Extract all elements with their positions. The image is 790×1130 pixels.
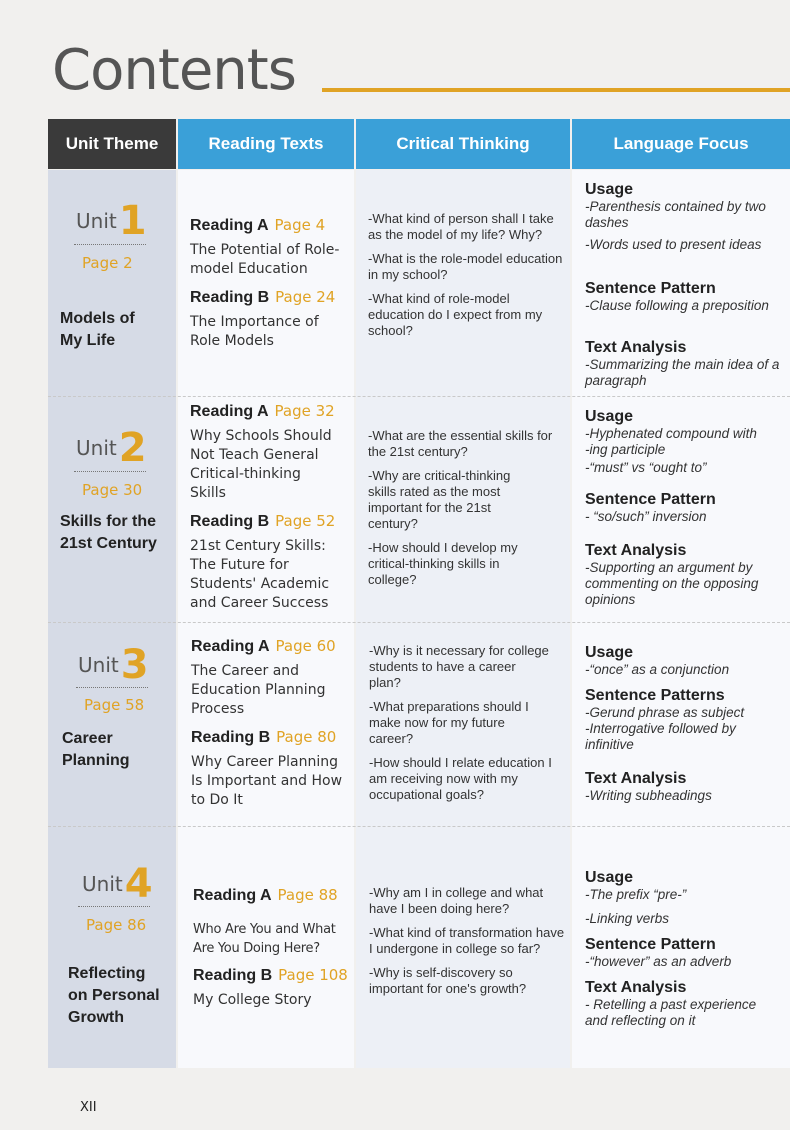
language-focus-heading: Text Analysis <box>585 542 687 559</box>
unit-word: Unit <box>76 436 117 460</box>
language-focus-item: -Clause following a preposition <box>585 298 769 313</box>
reading-label: Reading A <box>193 887 272 904</box>
unit-number: 4 <box>124 861 153 907</box>
reading-a-heading <box>193 886 338 905</box>
language-focus-item: -Hyphenated compound with -ing participle <box>585 426 757 457</box>
critical-thinking-list <box>368 211 564 347</box>
unit-label <box>76 425 147 471</box>
critical-thinking-question: -What preparations should I make now for my future career? <box>369 699 529 746</box>
unit-number: 1 <box>118 198 147 244</box>
reading-page: Page 52 <box>275 512 336 530</box>
reading-title: The Potential of Role-model Education <box>190 242 340 277</box>
critical-thinking-list <box>369 643 565 811</box>
critical-thinking-list <box>368 428 564 596</box>
language-focus-heading: Sentence Pattern <box>585 280 716 297</box>
language-focus-sentence-pattern <box>585 935 785 970</box>
language-focus-usage <box>585 407 785 476</box>
unit-number: 2 <box>118 425 147 471</box>
header-critical-thinking: Critical Thinking <box>356 119 570 169</box>
language-focus-item: -Words used to present ideas <box>585 237 762 252</box>
unit-word: Unit <box>76 209 117 233</box>
language-focus-text-analysis <box>585 541 785 608</box>
language-focus-item: - Retelling a past experience and reflecting on it <box>585 997 757 1028</box>
language-focus-usage <box>585 180 785 253</box>
reading-b-heading <box>191 728 336 747</box>
language-focus-text-analysis <box>585 978 785 1029</box>
language-focus-item: -Interrogative followed by infinitive <box>585 721 736 752</box>
language-focus-usage <box>585 643 785 678</box>
page-number: XII <box>80 1100 97 1115</box>
unit-number: 3 <box>120 642 149 688</box>
language-focus-text-analysis <box>585 769 785 804</box>
reading-label: Reading B <box>190 513 270 530</box>
unit-divider <box>74 471 146 472</box>
language-focus-item: -“must” vs “ought to” <box>585 460 707 475</box>
language-focus-heading: Sentence Pattern <box>585 491 716 508</box>
critical-thinking-question: -What kind of person shall I take as the model of my life? Why? <box>368 211 554 242</box>
language-focus-item: -“once” as a conjunction <box>585 662 730 677</box>
page-title: Contents <box>52 38 296 103</box>
reading-page: Page 24 <box>275 288 336 306</box>
reading-page: Page 108 <box>278 966 348 984</box>
critical-thinking-question: -Why are critical-thinking skills rated as the most important for the 21st century? <box>368 468 511 531</box>
header-unit-theme: Unit Theme <box>48 119 176 169</box>
critical-thinking-question: -Why am I in college and what have I been doing here? <box>369 885 544 916</box>
unit-page: Page 58 <box>84 696 145 714</box>
critical-thinking-question: -How should I develop my critical-thinking skills in college? <box>368 540 518 587</box>
critical-thinking-question: -Why is it necessary for college students to have a career plan? <box>369 643 549 690</box>
language-focus-usage <box>585 868 785 927</box>
reading-label: Reading B <box>191 729 271 746</box>
unit-theme: Career Planning <box>62 730 130 769</box>
critical-thinking-question: -What kind of role-model education do I expect from my school? <box>368 291 543 338</box>
language-focus-item: -Summarizing the main idea of a paragraph <box>585 357 780 388</box>
reading-page: Page 88 <box>277 886 338 904</box>
reading-page: Page 32 <box>274 402 335 420</box>
reading-page: Page 80 <box>276 728 337 746</box>
critical-thinking-question: -What is the role-model education in my school? <box>368 251 563 282</box>
unit-theme: Reflecting on Personal Growth <box>68 965 160 1026</box>
reading-page: Page 4 <box>274 216 326 234</box>
language-focus-item: -Writing subheadings <box>585 788 712 803</box>
header-language-focus: Language Focus <box>572 119 790 169</box>
language-focus-item: -Linking verbs <box>585 911 670 926</box>
unit-page: Page 2 <box>82 254 133 272</box>
reading-title: Why Schools Should Not Teach General Critical-thinking Skills <box>190 428 332 501</box>
language-focus-heading: Sentence Pattern <box>585 936 716 953</box>
reading-title: The Career and Education Planning Process <box>191 663 326 717</box>
language-focus-heading: Usage <box>585 869 634 886</box>
reading-a-heading <box>191 637 336 656</box>
reading-a-heading <box>190 216 325 235</box>
reading-b-heading <box>190 288 335 307</box>
unit-word: Unit <box>78 653 119 677</box>
critical-thinking-question: -Why is self-discovery so important for one's growth? <box>369 965 527 996</box>
critical-thinking-question: -What kind of transformation have I undergone in college so far? <box>369 925 565 956</box>
reading-page: Page 60 <box>275 637 336 655</box>
unit-theme: Skills for the 21st Century <box>60 513 157 552</box>
row-separator <box>48 396 790 399</box>
language-focus-text-analysis <box>585 338 785 389</box>
unit-word: Unit <box>82 872 123 896</box>
critical-thinking-question: -How should I relate education I am receiving now with my occupational goals? <box>369 755 552 802</box>
language-focus-heading: Text Analysis <box>585 339 687 356</box>
language-focus-heading: Sentence Patterns <box>585 687 725 704</box>
unit-label <box>82 861 153 907</box>
reading-label: Reading A <box>190 403 269 420</box>
language-focus-item: -“however” as an adverb <box>585 954 732 969</box>
language-focus-item: -Supporting an argument by commenting on the opposing opinions <box>585 560 759 607</box>
reading-b-heading <box>193 966 348 985</box>
reading-label: Reading B <box>193 967 273 984</box>
reading-title: Who Are You and What Are You Doing Here? <box>193 922 336 956</box>
language-focus-item: -Gerund phrase as subject <box>585 705 745 720</box>
unit-divider <box>74 244 146 245</box>
language-focus-heading: Usage <box>585 408 634 425</box>
language-focus-heading: Usage <box>585 644 634 661</box>
reading-title: 21st Century Skills: The Future for Students' Academic and Career Success <box>190 538 330 611</box>
reading-title: My College Story <box>193 992 312 1008</box>
reading-a-heading <box>190 402 335 421</box>
language-focus-item: - “so/such” inversion <box>585 509 707 524</box>
language-focus-heading: Text Analysis <box>585 770 687 787</box>
unit-theme: Models of My Life <box>60 310 135 349</box>
reading-b-heading <box>190 512 335 531</box>
reading-label: Reading A <box>190 217 269 234</box>
reading-title: Why Career Planning Is Important and How to Do It <box>191 754 343 808</box>
language-focus-item: -The prefix “pre-” <box>585 887 687 902</box>
language-focus-sentence-pattern <box>585 279 785 314</box>
title-rule <box>322 88 790 92</box>
unit-label <box>76 198 147 244</box>
unit-divider <box>76 687 148 688</box>
language-focus-item: -Parenthesis contained by two dashes <box>585 199 766 230</box>
row-separator <box>48 826 790 829</box>
unit-page: Page 30 <box>82 481 143 499</box>
critical-thinking-question: -What are the essential skills for the 21st century? <box>368 428 553 459</box>
row-separator <box>48 622 790 625</box>
language-focus-sentence-patterns <box>585 686 785 753</box>
unit-divider <box>78 906 150 907</box>
header-reading-texts: Reading Texts <box>178 119 354 169</box>
critical-thinking-list <box>369 885 565 1005</box>
language-focus-heading: Usage <box>585 181 634 198</box>
language-focus-sentence-pattern <box>585 490 785 525</box>
language-focus-heading: Text Analysis <box>585 979 687 996</box>
unit-label <box>78 642 149 688</box>
reading-label: Reading B <box>190 289 270 306</box>
reading-label: Reading A <box>191 638 270 655</box>
unit-page: Page 86 <box>86 916 147 934</box>
reading-title: The Importance of Role Models <box>190 314 319 349</box>
